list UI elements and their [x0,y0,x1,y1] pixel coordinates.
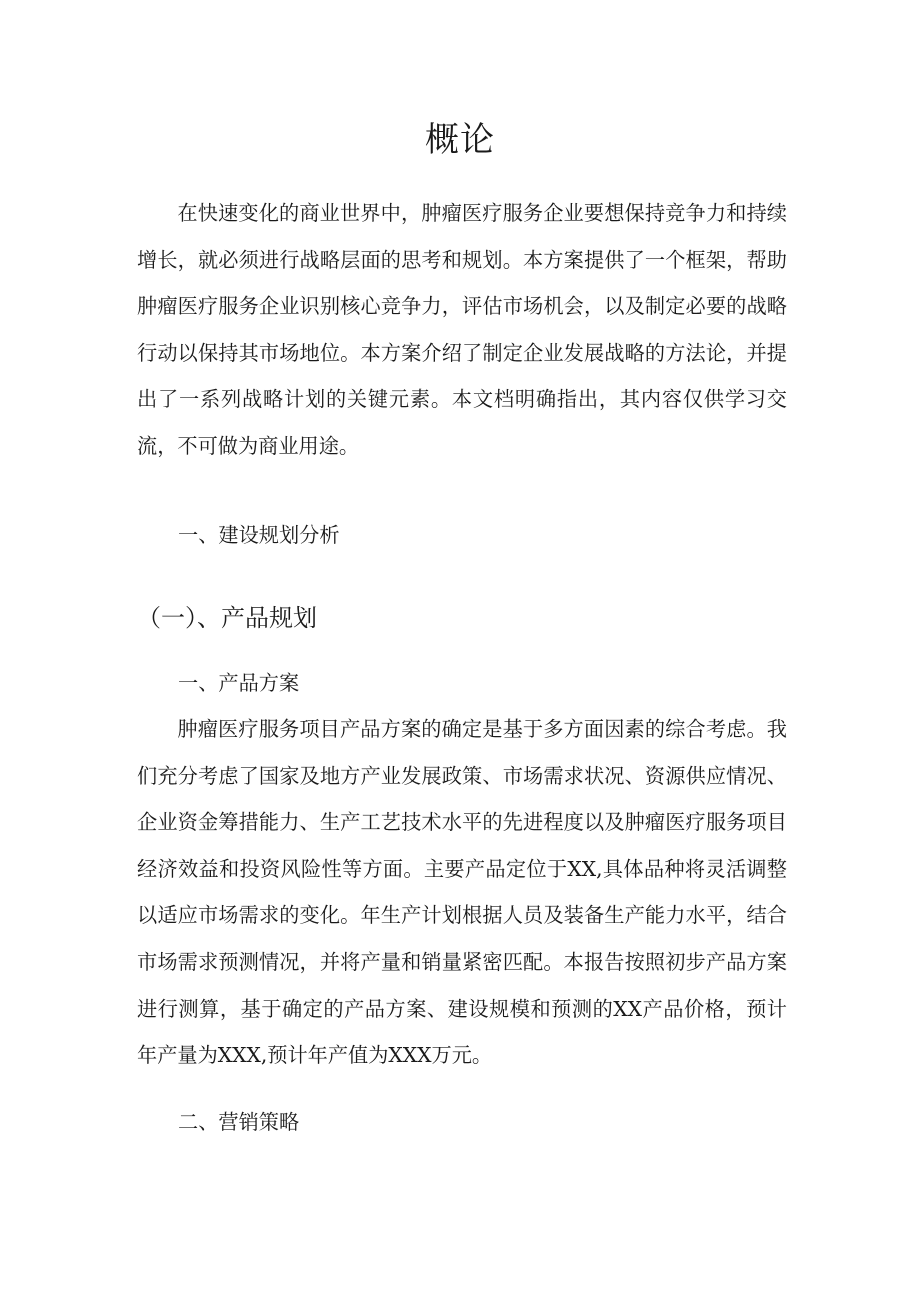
product-plan-paragraph: 肿瘤医疗服务项目产品方案的确定是基于多方面因素的综合考虑。我们充分考虑了国家及地方产业发展政策、市场需求状况、资源供应情况、企业资金筹措能力、生产工艺技术水平的先进程度以及肿瘤医疗服务项目经济效益和投资风险性等方面。主要产品定位于XX,具体品种将灵活调整以适应市场需求的变化。年生产计划根据人员及装备生产能力水平，结合市场需求预测情况，并将产量和销量紧密匹配。本报告按照初步产品方案进行测算，基于确定的产品方案、建设规模和预测的XX产品价格，预计年产量为XXX,预计年产值为XXX万元。 [137,717,787,1068]
intro-paragraph: 在快速变化的商业世界中，肿瘤医疗服务企业要想保持竞争力和持续增长，就必须进行战略层面的思考和规划。本方案提供了一个框架，帮助肿瘤医疗服务企业识别核心竞争力，评估市场机会，以及制定必要的战略行动以保持其市场地位。本方案介绍了制定企业发展战略的方法论，并提出了一系列战略计划的关键元素。本文档明确指出，其内容仅供学习交流，不可做为商业用途。 [137,201,787,458]
section-heading-construction-planning: 一、建设规划分析 [178,523,340,547]
item-heading-product-plan: 一、产品方案 [178,671,300,695]
item-heading-marketing-strategy: 二、营销策略 [178,1110,300,1134]
page-title: 概论 [425,120,495,160]
subsection-heading-product-planning: （一）、产品规划 [137,604,317,632]
